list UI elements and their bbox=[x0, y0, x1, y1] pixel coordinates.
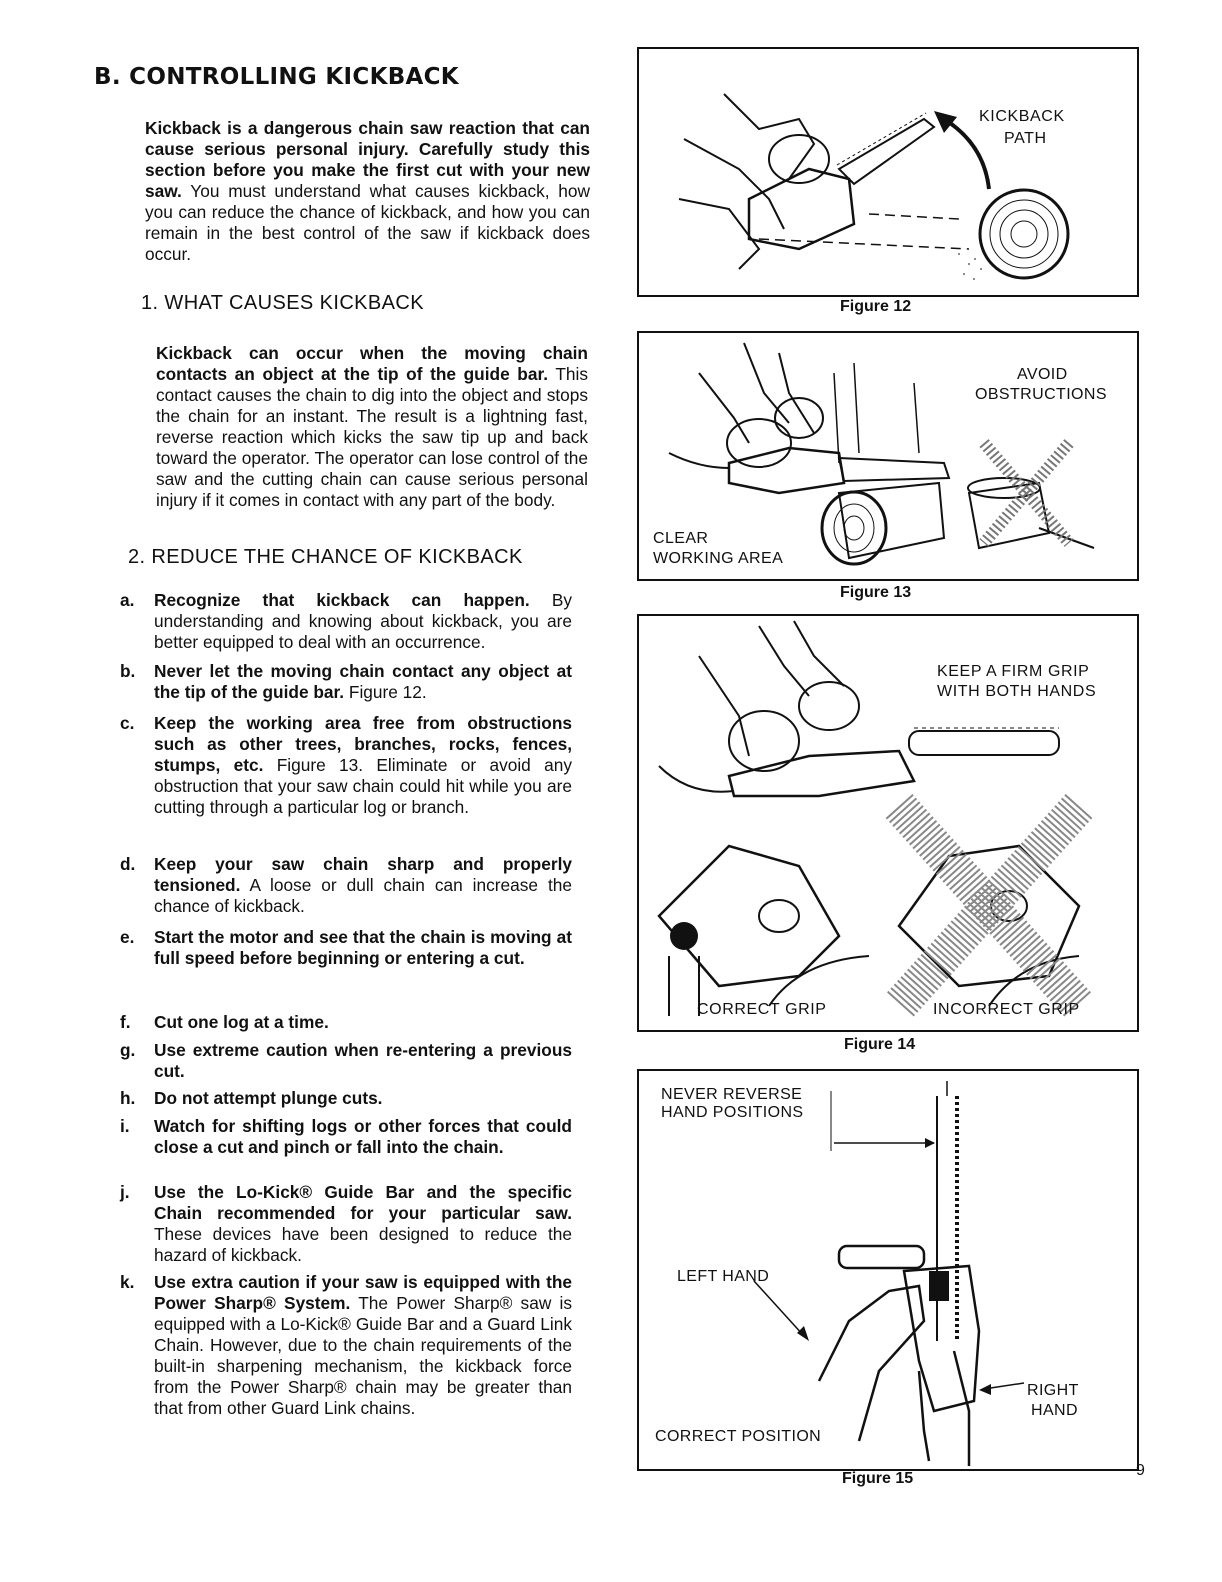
right-hand-label-2: HAND bbox=[1031, 1402, 1078, 1419]
figure-14-caption: Figure 14 bbox=[844, 1036, 916, 1053]
reduce-item-bold: Use extreme caution when re-entering a previous cut. bbox=[154, 1040, 572, 1081]
kickback-path-drawing bbox=[639, 49, 1137, 295]
reduce-item-text bbox=[154, 713, 572, 818]
avoid-label-2: OBSTRUCTIONS bbox=[975, 386, 1107, 403]
reduce-item bbox=[120, 1116, 572, 1158]
reduce-item-text bbox=[154, 1040, 572, 1082]
incorrect-grip-label: INCORRECT GRIP bbox=[933, 1001, 1080, 1018]
reduce-item-bold: Use extra caution if your saw is equipped with the Power Sharp® System. bbox=[154, 1272, 572, 1313]
reduce-item-text bbox=[154, 1272, 572, 1419]
reduce-item bbox=[120, 713, 572, 818]
reduce-item-text bbox=[154, 661, 572, 703]
what-causes-paragraph bbox=[156, 343, 588, 511]
reduce-item-bold: Recognize that kickback can happen. bbox=[154, 590, 530, 610]
reduce-item-text bbox=[154, 590, 572, 653]
reduce-item-bold: Never let the moving chain contact any object at the tip of the guide bar. bbox=[154, 661, 572, 702]
reduce-item-rest: Figure 12. bbox=[344, 682, 427, 702]
reduce-item-letter: a. bbox=[120, 590, 135, 610]
reduce-item bbox=[120, 1182, 572, 1266]
reduce-item-bold: Do not attempt plunge cuts. bbox=[154, 1088, 383, 1108]
never-reverse-label-2: HAND POSITIONS bbox=[661, 1104, 804, 1121]
reduce-item-bold: Cut one log at a time. bbox=[154, 1012, 329, 1032]
never-reverse-label-1: NEVER REVERSE bbox=[661, 1086, 803, 1103]
reduce-item bbox=[120, 1088, 572, 1109]
reduce-item-rest: A loose or dull chain can increase the chance of kickback. bbox=[154, 875, 572, 916]
figure-14-illustration bbox=[637, 614, 1139, 1032]
clear-label-1: CLEAR bbox=[653, 530, 709, 547]
reduce-item-bold: Keep your saw chain sharp and properly tensioned. bbox=[154, 854, 572, 895]
left-hand-label: LEFT HAND bbox=[677, 1268, 770, 1285]
reduce-item bbox=[120, 1040, 572, 1082]
figure-15-illustration bbox=[637, 1069, 1139, 1471]
right-hand-label-1: RIGHT bbox=[1027, 1382, 1079, 1399]
firm-grip-label-2: WITH BOTH HANDS bbox=[937, 683, 1097, 700]
reduce-item bbox=[120, 590, 572, 653]
figure-12-caption: Figure 12 bbox=[840, 298, 912, 315]
figure-12-illustration bbox=[637, 47, 1139, 297]
reduce-item-bold: Keep the working area free from obstructions such as other trees, branches, rocks, fences, stumps, etc. bbox=[154, 713, 572, 775]
figure-13-illustration bbox=[637, 331, 1139, 581]
what-causes-bold: Kickback can occur when the moving chain contacts an object at the tip of the guide bar. bbox=[156, 343, 588, 384]
kickback-path-label-1: KICKBACK bbox=[979, 108, 1065, 125]
figure-13-caption: Figure 13 bbox=[840, 584, 912, 601]
reduce-heading: 2. REDUCE THE CHANCE OF KICKBACK bbox=[128, 546, 523, 568]
reduce-item-text bbox=[154, 1116, 572, 1158]
figure-15-caption: Figure 15 bbox=[842, 1470, 914, 1487]
reduce-item-bold: Use the Lo-Kick® Guide Bar and the specific Chain recommended for your particular saw. bbox=[154, 1182, 572, 1223]
kickback-path-label-2: PATH bbox=[1004, 130, 1047, 147]
reduce-item-letter: f. bbox=[120, 1012, 131, 1032]
reduce-item-bold: Start the motor and see that the chain is moving at full speed before beginning or entering a cut. bbox=[154, 927, 572, 968]
reduce-item-bold: Watch for shifting logs or other forces that could close a cut and pinch or fall into the chain. bbox=[154, 1116, 572, 1157]
reduce-item-letter: i. bbox=[120, 1116, 130, 1136]
reduce-item-text bbox=[154, 1182, 572, 1266]
reduce-item bbox=[120, 1272, 572, 1419]
reduce-item-letter: e. bbox=[120, 927, 135, 947]
what-causes-heading: 1. WHAT CAUSES KICKBACK bbox=[141, 292, 424, 314]
intro-rest: You must understand what causes kickback, how you can reduce the chance of kickback, and how you can remain in the best control of the saw if kickback does occur. bbox=[145, 181, 590, 264]
reduce-item-letter: c. bbox=[120, 713, 135, 733]
reduce-item bbox=[120, 927, 572, 969]
reduce-item-text bbox=[154, 1012, 572, 1033]
correct-grip-label: CORRECT GRIP bbox=[697, 1001, 827, 1018]
reduce-item bbox=[120, 661, 572, 703]
reduce-item-letter: k. bbox=[120, 1272, 135, 1292]
intro-bold: Kickback is a dangerous chain saw reaction that can cause serious personal injury. Carefully study this section before you make the first cut with your new saw. bbox=[145, 118, 590, 201]
section-title: B. CONTROLLING KICKBACK bbox=[94, 64, 459, 90]
reduce-item-rest: Figure 13. Eliminate or avoid any obstruction that your saw chain could hit while you are cutting through a particular log or branch. bbox=[154, 755, 572, 817]
reduce-item-rest: These devices have been designed to reduce the hazard of kickback. bbox=[154, 1224, 572, 1265]
correct-position-label: CORRECT POSITION bbox=[655, 1428, 822, 1445]
reduce-item-letter: d. bbox=[120, 854, 136, 874]
reduce-item-rest: The Power Sharp® saw is equipped with a Lo-Kick® Guide Bar and a Guard Link Chain. However, due to the chain requirements of the built-in sharpening mechanism, the kickback force from the Power Sharp® chain may be greater than that from other Guard Link chains. bbox=[154, 1293, 573, 1418]
reduce-item-letter: b. bbox=[120, 661, 136, 681]
reduce-item-letter: g. bbox=[120, 1040, 136, 1060]
what-causes-rest: This contact causes the chain to dig into the object and stops the chain for an instant. The result is a lightning fast, reverse reaction which kicks the saw tip up and back toward the operator. The operator can lose control of the saw and the cutting chain can cause serious personal injury if it comes in contact with any part of the body. bbox=[156, 364, 588, 510]
firm-grip-label-1: KEEP A FIRM GRIP bbox=[937, 663, 1090, 680]
page-number: 9 bbox=[1136, 1462, 1145, 1479]
avoid-label-1: AVOID bbox=[1017, 366, 1068, 383]
reduce-item bbox=[120, 1012, 572, 1033]
reduce-item-text bbox=[154, 854, 572, 917]
reduce-item-letter: j. bbox=[120, 1182, 130, 1202]
reduce-item-text bbox=[154, 927, 572, 969]
reduce-item-rest: By understanding and knowing about kickback, you are better equipped to deal with an occurrence. bbox=[154, 590, 573, 652]
clear-label-2: WORKING AREA bbox=[653, 550, 784, 567]
reduce-item-letter: h. bbox=[120, 1088, 136, 1108]
reduce-item bbox=[120, 854, 572, 917]
intro-paragraph bbox=[145, 118, 590, 265]
reduce-item-text bbox=[154, 1088, 572, 1109]
